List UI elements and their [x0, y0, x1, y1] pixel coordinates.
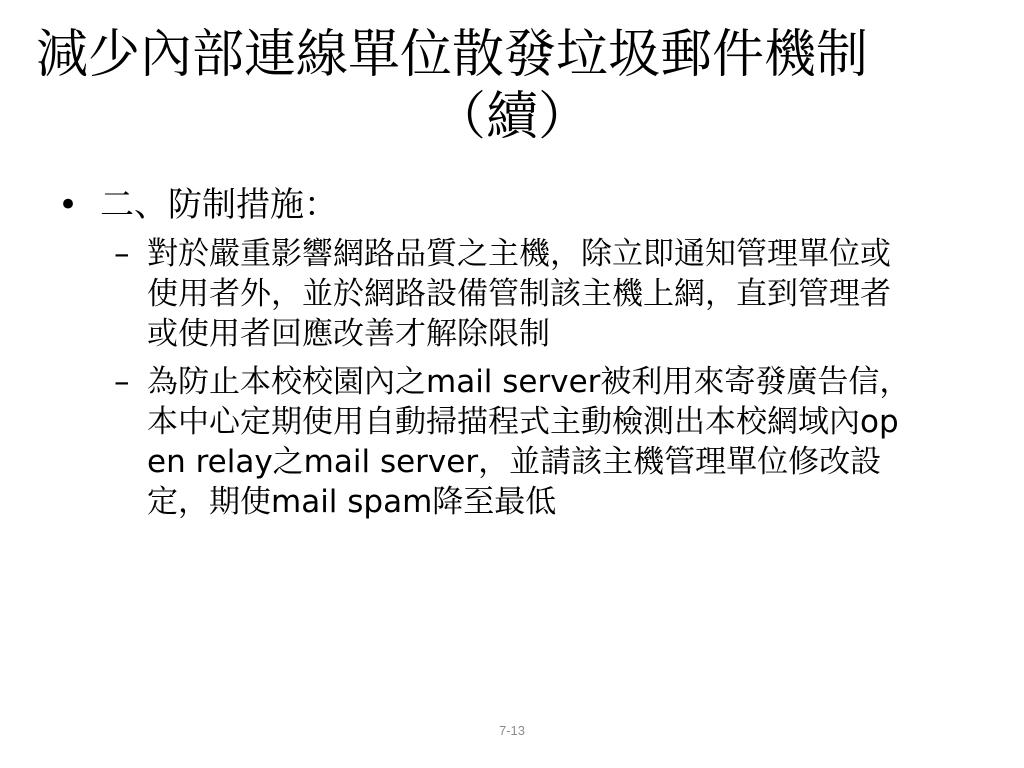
slide-content	[58, 182, 978, 530]
slide-title-line1: 減少內部連線單位散發垃圾郵件機制	[36, 25, 869, 85]
sub-bullet-text: 為防止本校校園內之mail server被利用來寄發廣告信，本中心定期使用自動掃描程式主動檢測出本校網域內open relay之mail server，並請該主機管理單位修改設定，期使mail spam降至最低	[147, 364, 911, 520]
dash-marker: –	[114, 236, 130, 272]
dash-marker: –	[114, 364, 130, 400]
slide-title-line2: （續）	[433, 87, 590, 147]
sub-bullet-list	[114, 234, 914, 522]
page-number: 7-13	[498, 723, 526, 738]
bullet-level1	[58, 182, 978, 228]
sub-bullet-item-2	[114, 362, 914, 522]
sub-bullet-text: 對於嚴重影響網路品質之主機，除立即通知管理單位或使用者外，並於網路設備管制該主機上網，直到管理者或使用者回應改善才解除限制	[147, 236, 891, 352]
bullet-text: 二、防制措施：	[100, 185, 338, 225]
slide-title	[0, 24, 1024, 148]
bullet-marker: •	[58, 185, 79, 225]
sub-bullet-item-1	[114, 234, 914, 354]
